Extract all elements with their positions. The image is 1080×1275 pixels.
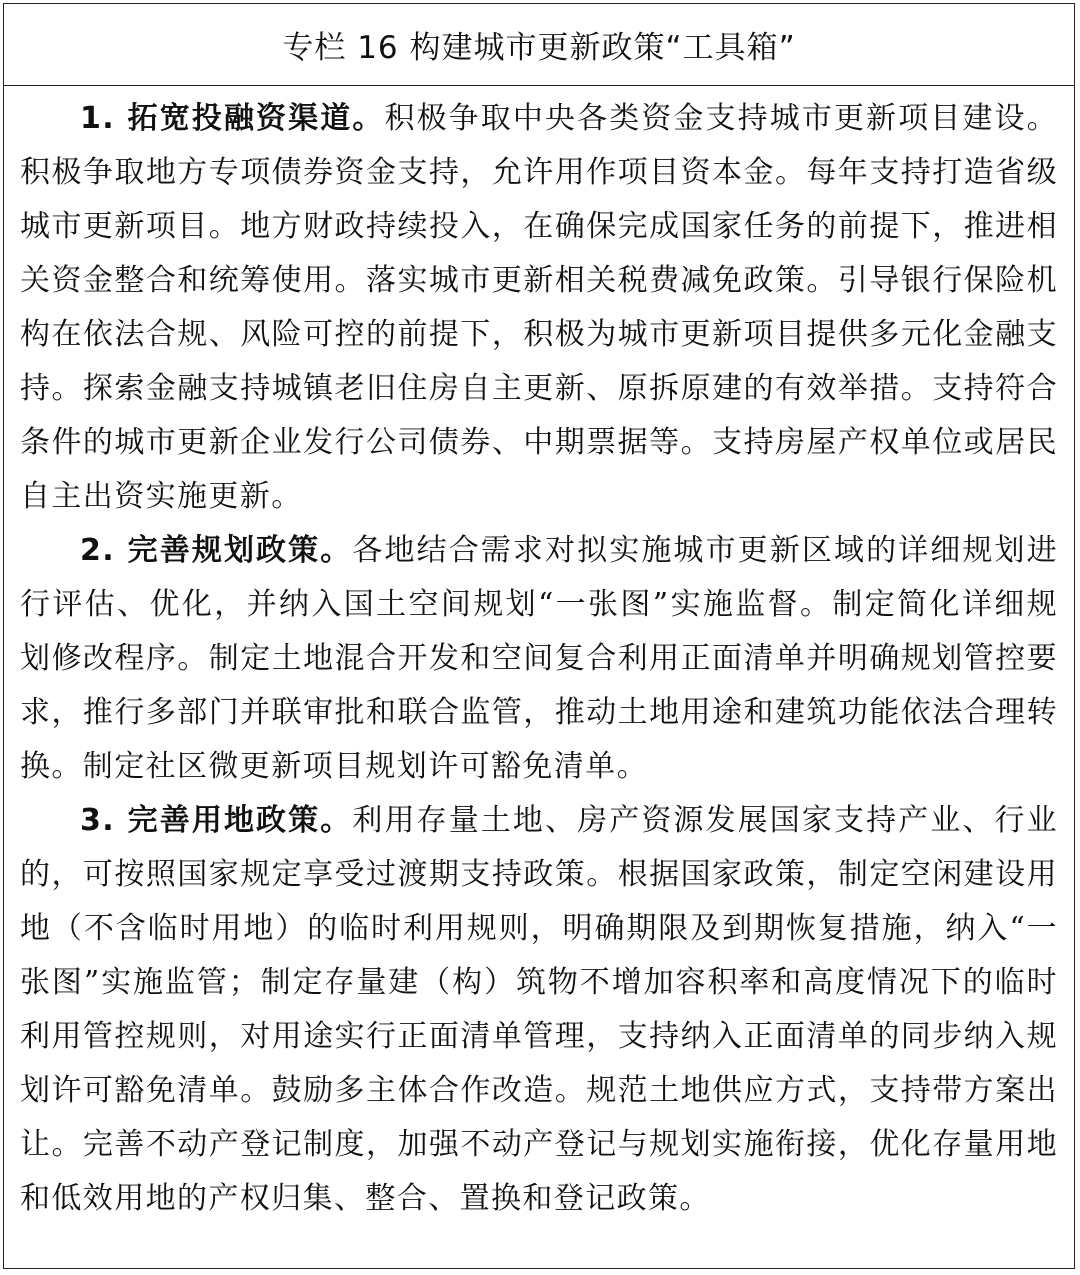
policy-box [3, 3, 1075, 1269]
paragraph-text: 各地结合需求对拟实施城市更新区域的详细规划进行评估、优化，并纳入国土空间规划“一张图”实施监督。制定简化详细规划修改程序。制定土地混合开发和空间复合利用正面清单并明确规划管控要求，推行多部门并联审批和联合监管，推动土地用途和建筑功能依法合理转换。制定社区微更新项目规划许可豁免清单。 [20, 533, 1058, 784]
box-title: 专栏 16 构建城市更新政策“工具箱” [4, 4, 1074, 86]
paragraph-heading: 1. 拓宽投融资渠道。 [80, 101, 385, 136]
paragraph-text: 积极争取中央各类资金支持城市更新项目建设。积极争取地方专项债券资金支持，允许用作项目资本金。每年支持打造省级城市更新项目。地方财政持续投入，在确保完成国家任务的前提下，推进相关资金整合和统筹使用。落实城市更新相关税费减免政策。引导银行保险机构在依法合规、风险可控的前提下，积极为城市更新项目提供多元化金融支持。探索金融支持城镇老旧住房自主更新、原拆原建的有效举措。支持符合条件的城市更新企业发行公司债券、中期票据等。支持房屋产权单位或居民自主出资实施更新。 [20, 101, 1058, 514]
paragraph-heading: 3. 完善用地政策。 [80, 803, 353, 838]
paragraph-land-use [20, 794, 1058, 1226]
paragraph-text: 利用存量土地、房产资源发展国家支持产业、行业的，可按照国家规定享受过渡期支持政策。根据国家政策，制定空闲建设用地（不含临时用地）的临时利用规则，明确期限及到期恢复措施，纳入“一张图”实施监管；制定存量建（构）筑物不增加容积率和高度情况下的临时利用管控规则，对用途实行正面清单管理，支持纳入正面清单的同步纳入规划许可豁免清单。鼓励多主体合作改造。规范土地供应方式，支持带方案出让。完善不动产登记制度，加强不动产登记与规划实施衔接，优化存量用地和低效用地的产权归集、整合、置换和登记政策。 [20, 803, 1058, 1216]
paragraph-financing [20, 92, 1058, 524]
paragraph-heading: 2. 完善规划政策。 [80, 533, 353, 568]
box-body [4, 86, 1074, 1226]
paragraph-planning [20, 524, 1058, 794]
